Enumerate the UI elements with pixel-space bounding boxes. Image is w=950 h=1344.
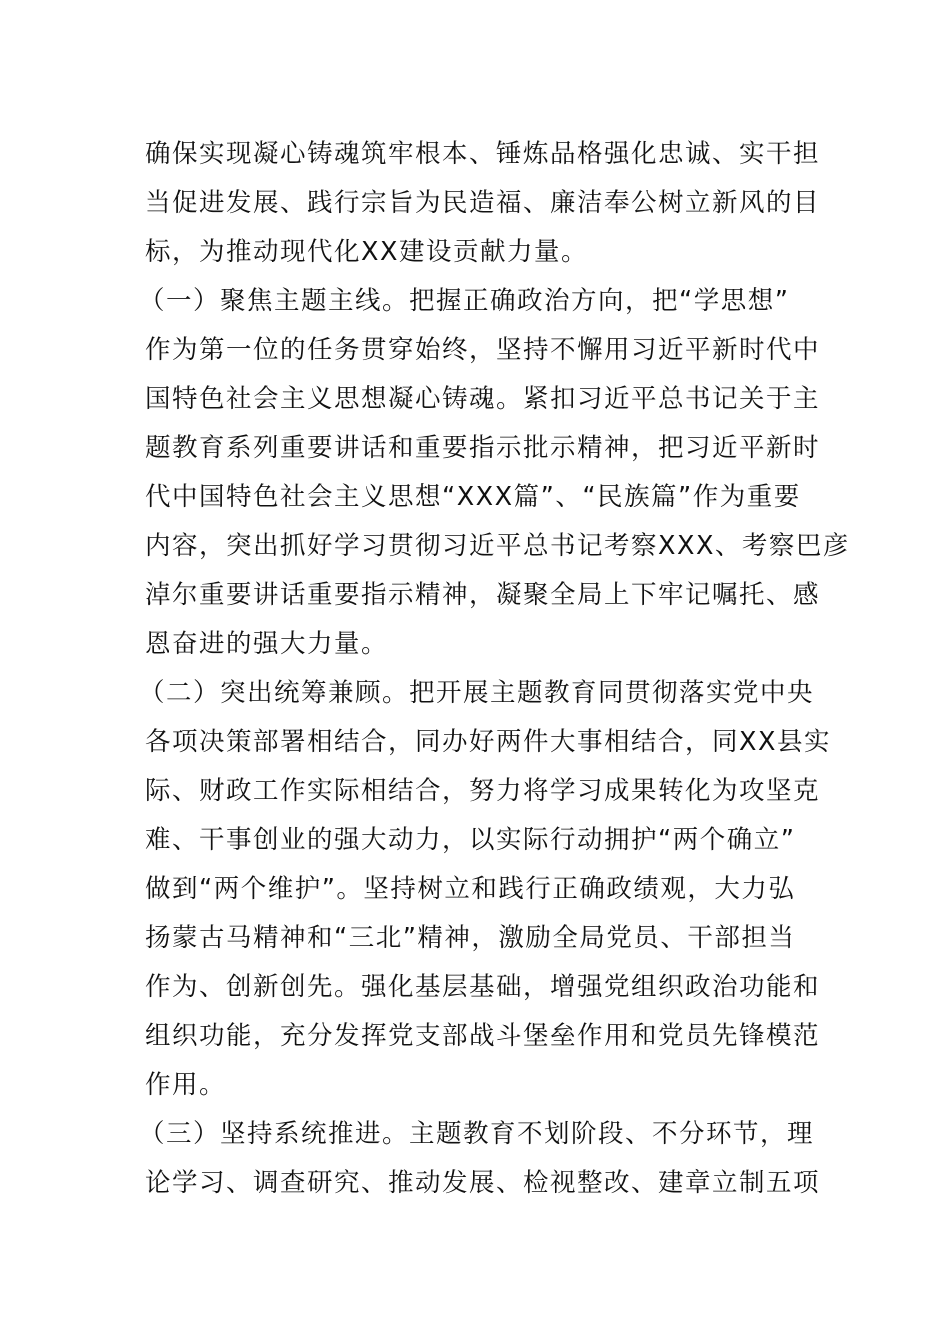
paragraph-section-3 [139,1110,821,1208]
text-line: 组织功能，充分发挥党支部战斗堡垒作用和党员先锋模范 [145,1021,821,1051]
text-line: 作为、创新创先。强化基层基础，增强党组织政治功能和 [145,972,821,1002]
section-heading-line: （二）突出统筹兼顾。把开展主题教育同贯彻落实党中央 [139,678,815,708]
text-line: 当促进发展、践行宗旨为民造福、廉洁奉公树立新风的目 [145,188,821,218]
text-line: 恩奋进的强大力量。 [145,629,389,659]
text-line: 代中国特色社会主义思想“XXX篇”、“民族篇”作为重要 [145,482,801,512]
section-heading-line: （三）坚持系统推进。主题教育不划阶段、不分环节，理 [139,1119,815,1149]
text-line: 标，为推动现代化XX建设贡献力量。 [145,237,588,267]
text-line: 论学习、调查研究、推动发展、检视整改、建章立制五项 [145,1168,821,1198]
text-line: 淖尔重要讲话重要指示精神，凝聚全局上下牢记嘱托、感 [145,580,821,610]
text-line: 内容，突出抓好学习贯彻习近平总书记考察XXX、考察巴彦 [145,531,850,561]
document-body [139,130,850,1208]
paragraph-section-1 [139,277,850,669]
text-line: 各项决策部署相结合，同办好两件大事相结合，同XX县实 [145,727,831,757]
text-line: 际、财政工作实际相结合，努力将学习成果转化为攻坚克 [145,776,821,806]
text-line: 作为第一位的任务贯穿始终，坚持不懈用习近平新时代中 [145,335,821,365]
text-line: 扬蒙古马精神和“三北”精神，激励全局党员、干部担当 [145,923,796,953]
paragraph-goal [145,130,821,277]
text-line: 国特色社会主义思想凝心铸魂。紧扣习近平总书记关于主 [145,384,821,414]
section-heading-line: （一）聚焦主题主线。把握正确政治方向，把“学思想” [139,286,790,316]
text-line: 做到“两个维护”。坚持树立和践行正确政绩观，大力弘 [145,874,796,904]
text-line: 作用。 [145,1070,227,1100]
text-line: 难、干事创业的强大动力，以实际行动拥护“两个确立” [145,825,796,855]
paragraph-section-2 [139,669,831,1110]
text-line: 确保实现凝心铸魂筑牢根本、锤炼品格强化忠诚、实干担 [145,139,821,169]
text-line: 题教育系列重要讲话和重要指示批示精神，把习近平新时 [145,433,821,463]
